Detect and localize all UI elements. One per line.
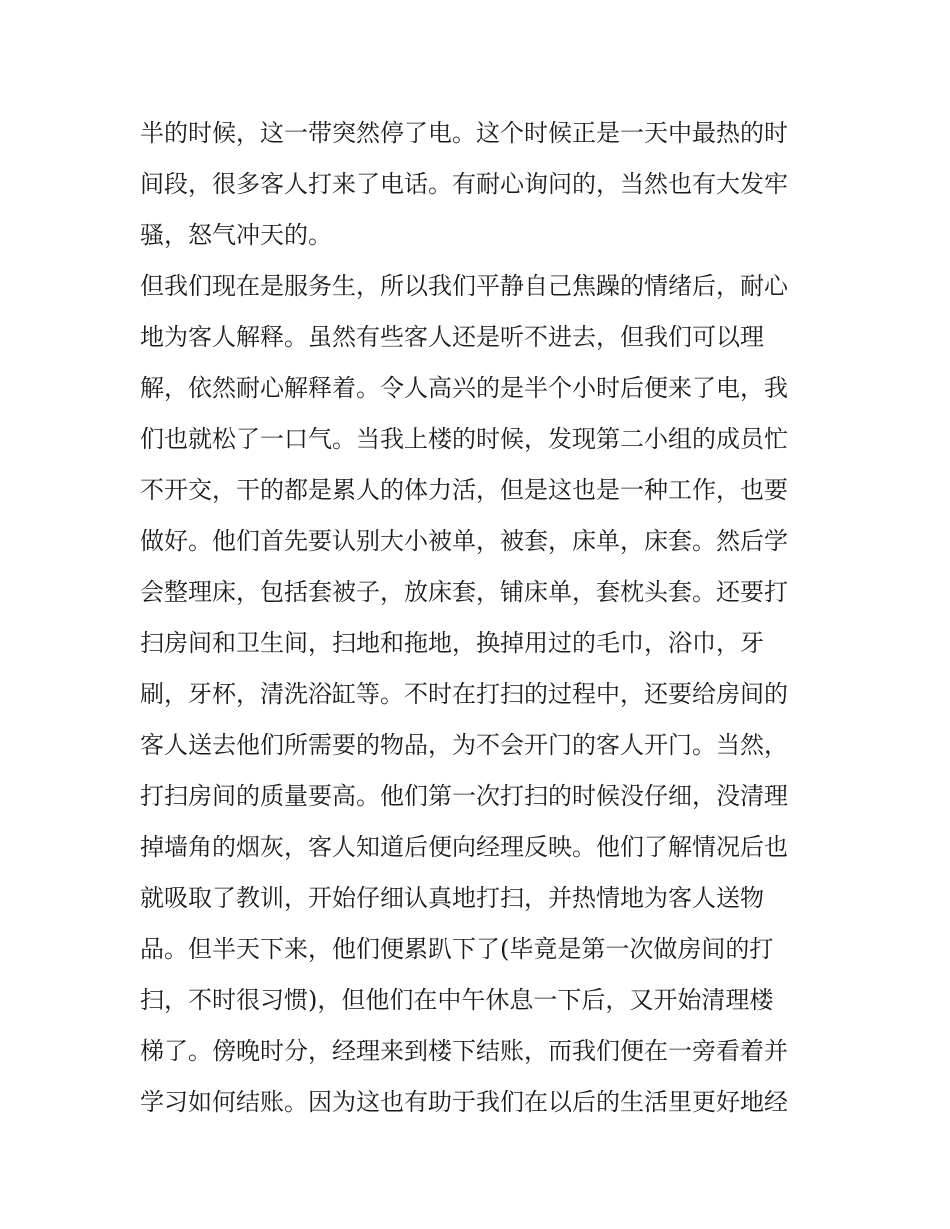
text-line: 就吸取了教训，开始仔细认真地打扫，并热情地为客人送物 — [140, 884, 764, 912]
text-line: 打扫房间的质量要高。他们第一次打扫的时候没仔细，没清理 — [140, 782, 788, 810]
text-line: 扫房间和卫生间，扫地和拖地，换掉用过的毛巾，浴巾，牙 — [140, 629, 764, 657]
text-line: 学习如何结账。因为这也有助于我们在以后的生活里更好地经 — [140, 1088, 788, 1116]
text-line: 们也就松了一口气。当我上楼的时候，发现第二小组的成员忙 — [140, 425, 788, 453]
text-line: 扫，不时很习惯)，但他们在中午休息一下后，又开始清理楼 — [140, 986, 774, 1014]
text-line: 不开交，干的都是累人的体力活，但是这也是一种工作，也要 — [140, 476, 788, 504]
text-line: 但我们现在是服务生，所以我们平静自己焦躁的情绪后，耐心 — [140, 272, 788, 300]
text-line: 地为客人解释。虽然有些客人还是听不进去，但我们可以理 — [140, 323, 764, 351]
text-line: 品。但半天下来，他们便累趴下了(毕竟是第一次做房间的打 — [140, 935, 774, 963]
text-line: 会整理床，包括套被子，放床套，铺床单，套枕头套。还要打 — [140, 578, 788, 606]
text-line: 间段，很多客人打来了电话。有耐心询问的，当然也有大发牢 — [140, 170, 788, 198]
text-line: 解，依然耐心解释着。令人高兴的是半个小时后便来了电，我 — [140, 374, 788, 402]
text-line: 客人送去他们所需要的物品，为不会开门的客人开门。当然， — [140, 731, 788, 759]
text-line: 做好。他们首先要认别大小被单，被套，床单，床套。然后学 — [140, 527, 788, 555]
text-line: 掉墙角的烟灰，客人知道后便向经理反映。他们了解情况后也 — [140, 833, 788, 861]
text-line: 梯了。傍晚时分，经理来到楼下结账，而我们便在一旁看着并 — [140, 1037, 788, 1065]
document-body-text — [140, 108, 820, 1128]
text-line: 骚，怒气冲天的。 — [140, 221, 332, 249]
text-line: 刷，牙杯，清洗浴缸等。不时在打扫的过程中，还要给房间的 — [140, 680, 788, 708]
text-line: 半的时候，这一带突然停了电。这个时候正是一天中最热的时 — [140, 119, 788, 147]
